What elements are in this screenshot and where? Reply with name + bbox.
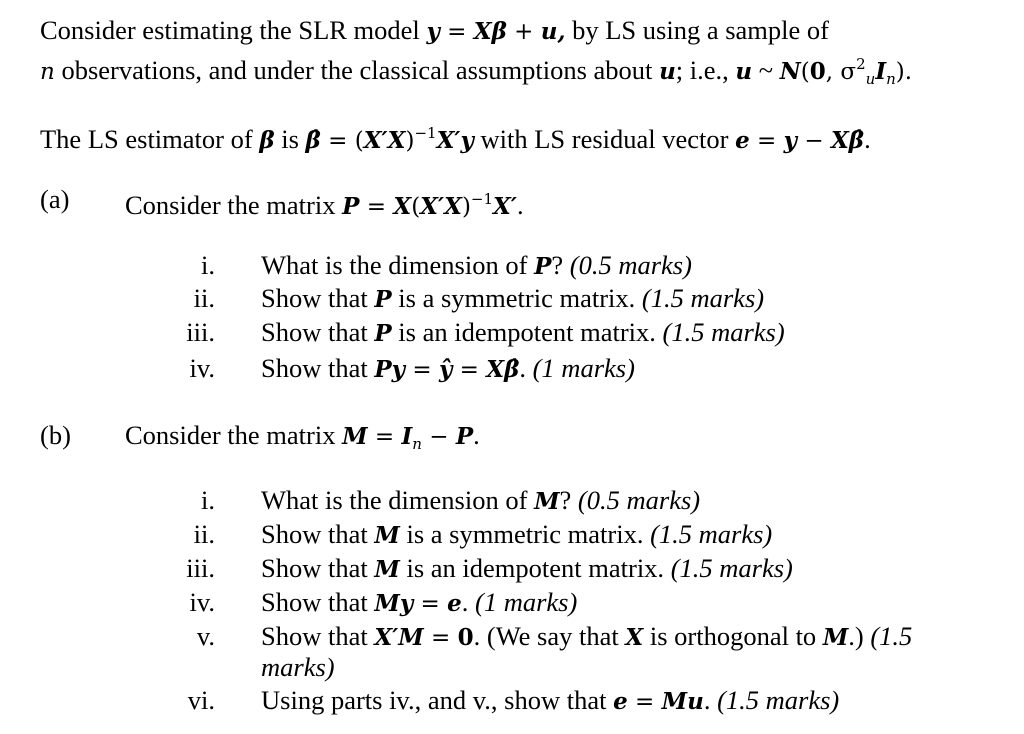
math-symbol: M — [822, 624, 849, 651]
math-symbol: Py — [374, 356, 406, 383]
text-run: Consider the matrix — [125, 420, 343, 450]
part-a-item-ii — [261, 282, 764, 316]
item-number: iii. — [186, 317, 215, 347]
intro-line-1 — [40, 14, 829, 48]
text-run: is a symmetric matrix. — [399, 519, 651, 549]
part-b-item-i — [261, 484, 700, 518]
superscript: −1 — [414, 124, 437, 142]
text-run: is a symmetric matrix. — [391, 283, 642, 313]
item-number: iii. — [186, 553, 215, 583]
math-zero: 0 — [809, 58, 826, 85]
marks-note: (1.5 marks) — [670, 553, 793, 583]
math-operator: , σ — [825, 59, 857, 85]
text-run: What is the dimension of — [261, 485, 535, 515]
math-variable: n — [40, 59, 55, 85]
math-symbol: P — [455, 423, 474, 450]
math-symbol: M — [534, 488, 560, 515]
math-symbol: I — [401, 423, 413, 450]
marks-note: (1.5 marks) — [650, 519, 773, 549]
item-number: ii. — [193, 519, 215, 549]
math-operator: ) — [405, 128, 415, 154]
text-run: Consider the matrix — [125, 190, 343, 220]
text-run: . — [703, 685, 718, 715]
text-run: Show that — [261, 353, 375, 383]
part-b-label: (b) — [40, 420, 71, 450]
math-symbol: u — [735, 58, 753, 85]
item-number: i. — [201, 250, 215, 280]
text-run: Show that — [261, 519, 375, 549]
math-operator: ( — [800, 59, 810, 85]
text-run: . — [473, 420, 480, 450]
math-symbol: Xβ̂ — [830, 127, 865, 154]
marks-note: (1.5 marks) — [641, 283, 765, 313]
math-symbol: e — [613, 688, 628, 715]
math-operator: ). — [895, 59, 913, 85]
math-operator: = — [627, 689, 662, 715]
math-operator: = — [367, 424, 402, 450]
item-number: iv. — [189, 587, 215, 617]
text-run: Show that — [261, 621, 375, 651]
subscript: u — [865, 70, 876, 88]
marks-note: (0.5 marks) — [569, 250, 692, 280]
math-symbol: X — [625, 624, 644, 651]
part-a-item-iii — [261, 316, 785, 350]
math-symbol: u, — [540, 18, 566, 45]
math-operator: = — [423, 625, 458, 651]
text-run: is an idempotent matrix. — [391, 317, 663, 347]
math-symbol: Xβ̂ — [486, 356, 520, 383]
text-run: by LS using a sample of — [565, 15, 829, 45]
part-a-label: (a) — [40, 184, 70, 214]
part-a-item-iv — [261, 352, 635, 386]
intro-line-2 — [40, 48, 912, 95]
text-run: .) — [848, 621, 871, 651]
part-b-item-v-continued — [261, 651, 335, 683]
item-number: v. — [196, 621, 215, 651]
marks-note: (1.5 — [870, 621, 913, 651]
math-symbol: ŷ — [438, 356, 453, 383]
math-symbol: X′y — [436, 127, 474, 154]
math-operator: = — [452, 357, 487, 383]
marks-note: (1 marks) — [532, 353, 635, 383]
text-run: ? — [559, 485, 578, 515]
text-run: with LS residual vector — [473, 124, 736, 154]
text-run: is — [274, 124, 306, 154]
part-b-item-vi — [261, 684, 839, 718]
math-symbol: e — [447, 590, 462, 617]
text-run: Show that — [261, 317, 375, 347]
math-symbol: X′X — [420, 193, 462, 220]
math-symbol: N — [779, 58, 801, 85]
math-operator: − — [797, 128, 831, 154]
marks-note: (1 marks) — [475, 587, 578, 617]
math-symbol: X′M — [374, 624, 424, 651]
math-symbol: P — [374, 286, 392, 313]
text-run: What is the dimension of — [261, 250, 535, 280]
estimator-line — [40, 117, 871, 157]
math-symbol: y — [426, 18, 440, 45]
text-run: . (We say that — [473, 621, 626, 651]
math-operator: = — [405, 357, 439, 383]
math-symbol: β — [259, 127, 275, 154]
math-symbol: e — [735, 127, 750, 154]
marks-note: (1.5 marks) — [717, 685, 840, 715]
text-run: . — [519, 353, 533, 383]
text-run: Consider estimating the SLR model — [40, 15, 427, 45]
text-run: . — [516, 190, 524, 220]
part-b-item-ii — [261, 518, 772, 552]
math-symbol: M — [374, 556, 400, 583]
superscript: 2 — [856, 55, 866, 73]
text-run: ; i.e., — [675, 55, 736, 85]
math-operator: = — [413, 591, 448, 617]
math-symbol: β̂ — [305, 127, 321, 154]
subscript: n — [412, 435, 422, 453]
part-a-item-i — [261, 249, 692, 283]
marks-note: (0.5 marks) — [577, 485, 701, 515]
math-symbol: Mu — [661, 688, 704, 715]
part-b-item-iii — [261, 552, 793, 586]
text-run: ~ — [752, 55, 780, 85]
text-run: . — [864, 124, 871, 154]
math-zero: 0 — [457, 624, 474, 651]
math-symbol: M — [342, 423, 368, 450]
text-run: is orthogonal to — [643, 621, 823, 651]
text-run: observations, and under the classical assumptions about — [54, 55, 660, 85]
text-run: The LS estimator of — [40, 124, 260, 154]
item-number: iv. — [189, 353, 215, 383]
math-symbol: u — [659, 58, 676, 85]
math-operator: = — [749, 128, 784, 154]
text-run: Show that — [261, 587, 375, 617]
math-operator: + — [506, 19, 541, 45]
math-symbol: X — [393, 193, 412, 220]
math-symbol: P — [342, 193, 360, 220]
math-symbol: Xβ — [473, 18, 507, 45]
math-symbol: P — [374, 320, 392, 347]
math-symbol: y — [783, 127, 798, 154]
text-run: Show that — [261, 283, 375, 313]
part-b-item-v — [261, 620, 912, 654]
marks-note: marks) — [261, 652, 335, 682]
math-operator: = ( — [320, 128, 364, 154]
math-symbol: P — [534, 253, 552, 280]
item-number: ii. — [193, 283, 215, 313]
math-symbol: I — [875, 58, 887, 85]
math-operator: = — [439, 19, 474, 45]
math-operator: = — [359, 194, 394, 220]
math-symbol: My — [374, 590, 414, 617]
text-run: is an idempotent matrix. — [399, 553, 671, 583]
math-symbol: M — [374, 522, 400, 549]
subscript: n — [886, 70, 896, 88]
math-operator: ( — [411, 194, 421, 220]
text-run: Show that — [261, 553, 375, 583]
item-number: vi. — [187, 685, 215, 715]
math-symbol: X′X — [363, 127, 406, 154]
math-operator: ) — [461, 194, 471, 220]
math-symbol: X′ — [493, 193, 517, 220]
item-number: i. — [201, 485, 215, 515]
part-b-heading — [125, 419, 480, 460]
marks-note: (1.5 marks) — [662, 317, 785, 347]
text-run: ? — [551, 250, 570, 280]
math-operator: − — [421, 424, 456, 450]
part-a-heading — [125, 183, 524, 223]
text-run: . — [461, 587, 475, 617]
part-b-item-iv — [261, 586, 577, 620]
superscript: −1 — [470, 190, 494, 208]
text-run: Using parts iv., and v., show that — [261, 685, 614, 715]
